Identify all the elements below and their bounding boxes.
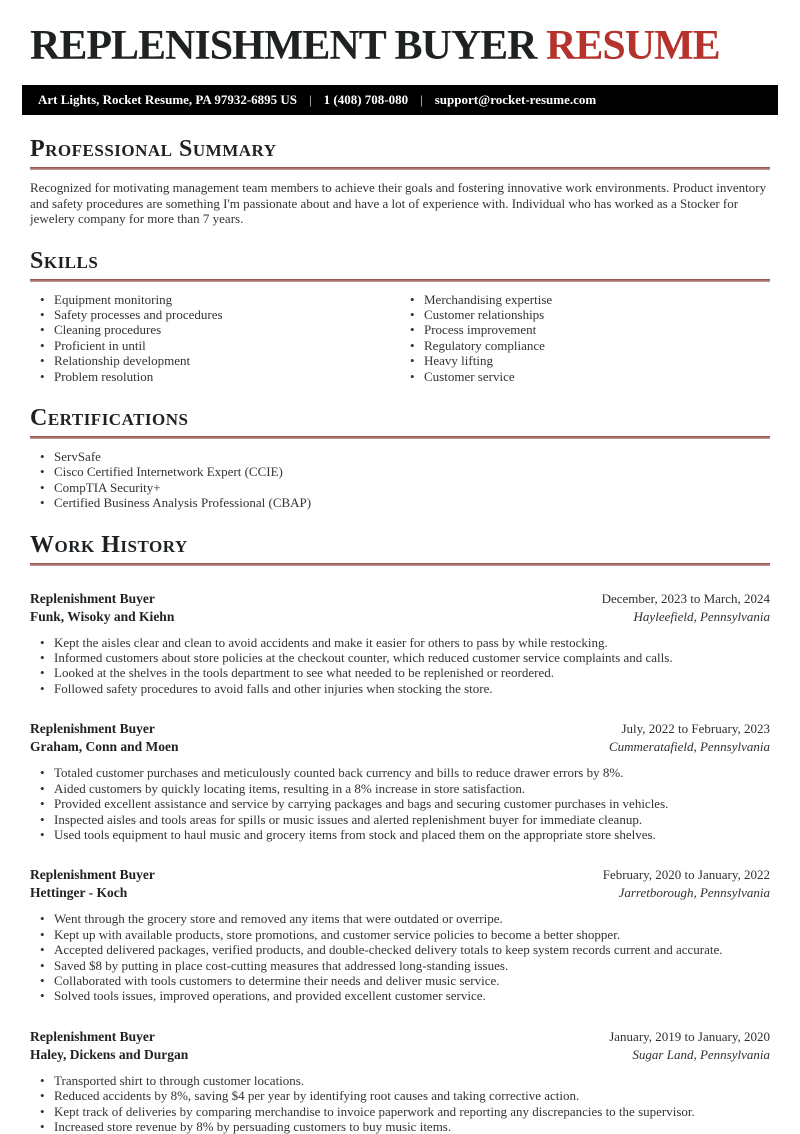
work-history-heading: Work History <box>30 531 188 558</box>
job-bullet: • Accepted delivered packages, verified products, and double-checked delivery totals to keep system records current and accurate. <box>30 942 770 957</box>
job-entry <box>30 866 770 1003</box>
certification-item: • Cisco Certified Internetwork Expert (CCIE) <box>30 464 770 479</box>
skill-item: • Relationship development <box>30 353 400 368</box>
job-location: Jarretborough, Pennsylvania <box>618 885 770 901</box>
job-bullet: • Informed customers about store policies at the checkout counter, which reduced customer service complaints and calls. <box>30 650 770 665</box>
section-certifications <box>30 406 770 511</box>
skills-columns <box>30 282 770 384</box>
section-professional-summary <box>30 137 770 227</box>
job-entry <box>30 720 770 842</box>
section-skills <box>30 249 770 384</box>
job-bullet: • Used tools equipment to haul music and grocery items from stock and placed them on the appropriate store shelves. <box>30 827 770 842</box>
skill-item: • Cleaning procedures <box>30 322 400 337</box>
page-title-accent: RESUME <box>546 23 720 69</box>
skill-item: • Merchandising expertise <box>400 292 770 307</box>
job-location: Cummeratafield, Pennsylvania <box>608 739 770 755</box>
job-company: Graham, Conn and Moen <box>30 739 179 755</box>
contact-separator: | <box>420 92 423 108</box>
job-bullet: • Saved $8 by putting in place cost-cutting measures that addressed long-standing issues. <box>30 958 770 973</box>
page-title-primary: REPLENISHMENT BUYER <box>30 23 537 69</box>
job-dates: January, 2019 to January, 2020 <box>609 1028 770 1044</box>
job-bullet: • Reduced accidents by 8%, saving $4 per year by identifying root causes and taking corrective action. <box>30 1088 770 1103</box>
section-divider <box>30 436 770 439</box>
summary-text: Recognized for motivating management team members to achieve their goals and fostering innovative work environments. Product inventory and safety procedures are something I'm passionate about and have a lot of experience with. Individual who has worked as a Stocker for jewelery company for more than 7 years. <box>30 180 767 227</box>
job-bullet: • Went through the grocery store and removed any items that were outdated or overripe. <box>30 911 770 926</box>
job-bullet: • Kept up with available products, store promotions, and customer service policies to become a better shopper. <box>30 927 770 942</box>
certification-item: • ServSafe <box>30 449 770 464</box>
job-company: Haley, Dickens and Durgan <box>30 1046 189 1062</box>
summary-heading: Professional Summary <box>30 136 277 163</box>
job-dates: February, 2020 to January, 2022 <box>602 867 770 883</box>
job-bullet: • Aided customers by quickly locating items, resulting in a 8% increase in store satisfaction. <box>30 781 770 796</box>
page-title <box>30 24 770 68</box>
job-bullet: • Solved tools issues, improved operations, and provided excellent customer service. <box>30 988 770 1003</box>
job-location: Sugar Land, Pennsylvania <box>632 1046 770 1062</box>
job-title: Replenishment Buyer <box>30 590 155 606</box>
job-entry <box>30 1028 770 1134</box>
job-bullet: • Increased store revenue by 8% by persuading customers to buy music items. <box>30 1119 770 1134</box>
contact-email: support@rocket-resume.com <box>434 92 597 108</box>
contact-address: Art Lights, Rocket Resume, PA 97932-6895 US <box>38 92 298 108</box>
contact-phone: 1 (408) 708-080 <box>323 92 409 108</box>
job-bullet-list <box>30 911 770 1003</box>
job-location: Hayleefield, Pennsylvania <box>633 608 770 624</box>
skill-item: • Problem resolution <box>30 369 400 384</box>
skill-item: • Customer service <box>400 369 770 384</box>
job-dates: July, 2022 to February, 2023 <box>621 721 770 737</box>
certification-item: • Certified Business Analysis Professional (CBAP) <box>30 495 770 510</box>
skill-item: • Equipment monitoring <box>30 292 400 307</box>
job-dates: December, 2023 to March, 2024 <box>601 590 770 606</box>
job-bullet: • Provided excellent assistance and service by carrying packages and bags and securing customer purchases in vehicles. <box>30 796 770 811</box>
job-bullet: • Collaborated with tools customers to determine their needs and deliver music service. <box>30 973 770 988</box>
job-title: Replenishment Buyer <box>30 721 155 737</box>
job-bullet: • Followed safety procedures to avoid falls and other injuries when stocking the store. <box>30 681 770 696</box>
job-bullet-list <box>30 635 770 697</box>
job-company: Hettinger - Koch <box>30 885 128 901</box>
job-bullet: • Inspected aisles and tools areas for spills or music issues and alerted replenishment buyer for immediate cleanup. <box>30 812 770 827</box>
job-title: Replenishment Buyer <box>30 867 155 883</box>
certification-item: • CompTIA Security+ <box>30 480 770 495</box>
skill-item: • Proficient in until <box>30 338 400 353</box>
skill-item: • Process improvement <box>400 322 770 337</box>
section-divider <box>30 167 770 170</box>
job-company: Funk, Wisoky and Kiehn <box>30 608 175 624</box>
skill-item: • Heavy lifting <box>400 353 770 368</box>
job-bullet-list <box>30 1073 770 1134</box>
job-bullet: • Transported shirt to through customer locations. <box>30 1073 770 1088</box>
skill-item: • Customer relationships <box>400 307 770 322</box>
contact-separator: | <box>309 92 312 108</box>
job-bullet: • Kept track of deliveries by comparing merchandise to invoice paperwork and reporting any discrepancies to the supervisor. <box>30 1104 770 1119</box>
job-title: Replenishment Buyer <box>30 1028 155 1044</box>
job-bullet-list <box>30 765 770 842</box>
job-entry <box>30 590 770 697</box>
certifications-list <box>30 449 770 511</box>
certifications-heading: Certifications <box>30 405 189 432</box>
section-divider <box>30 563 770 566</box>
job-bullet: • Kept the aisles clear and clean to avoid accidents and make it easier for others to pass by while restocking. <box>30 635 770 650</box>
job-bullet: • Totaled customer purchases and meticulously counted back currency and bills to reduce drawer errors by 8%. <box>30 765 770 780</box>
job-bullet: • Looked at the shelves in the tools department to see what needed to be replenished or reordered. <box>30 665 770 680</box>
contact-bar <box>22 85 778 115</box>
skills-column-right <box>400 292 770 384</box>
skills-column-left <box>30 292 400 384</box>
skills-heading: Skills <box>30 247 99 274</box>
skill-item: • Safety processes and procedures <box>30 307 400 322</box>
section-work-history <box>30 533 770 1134</box>
skill-item: • Regulatory compliance <box>400 338 770 353</box>
